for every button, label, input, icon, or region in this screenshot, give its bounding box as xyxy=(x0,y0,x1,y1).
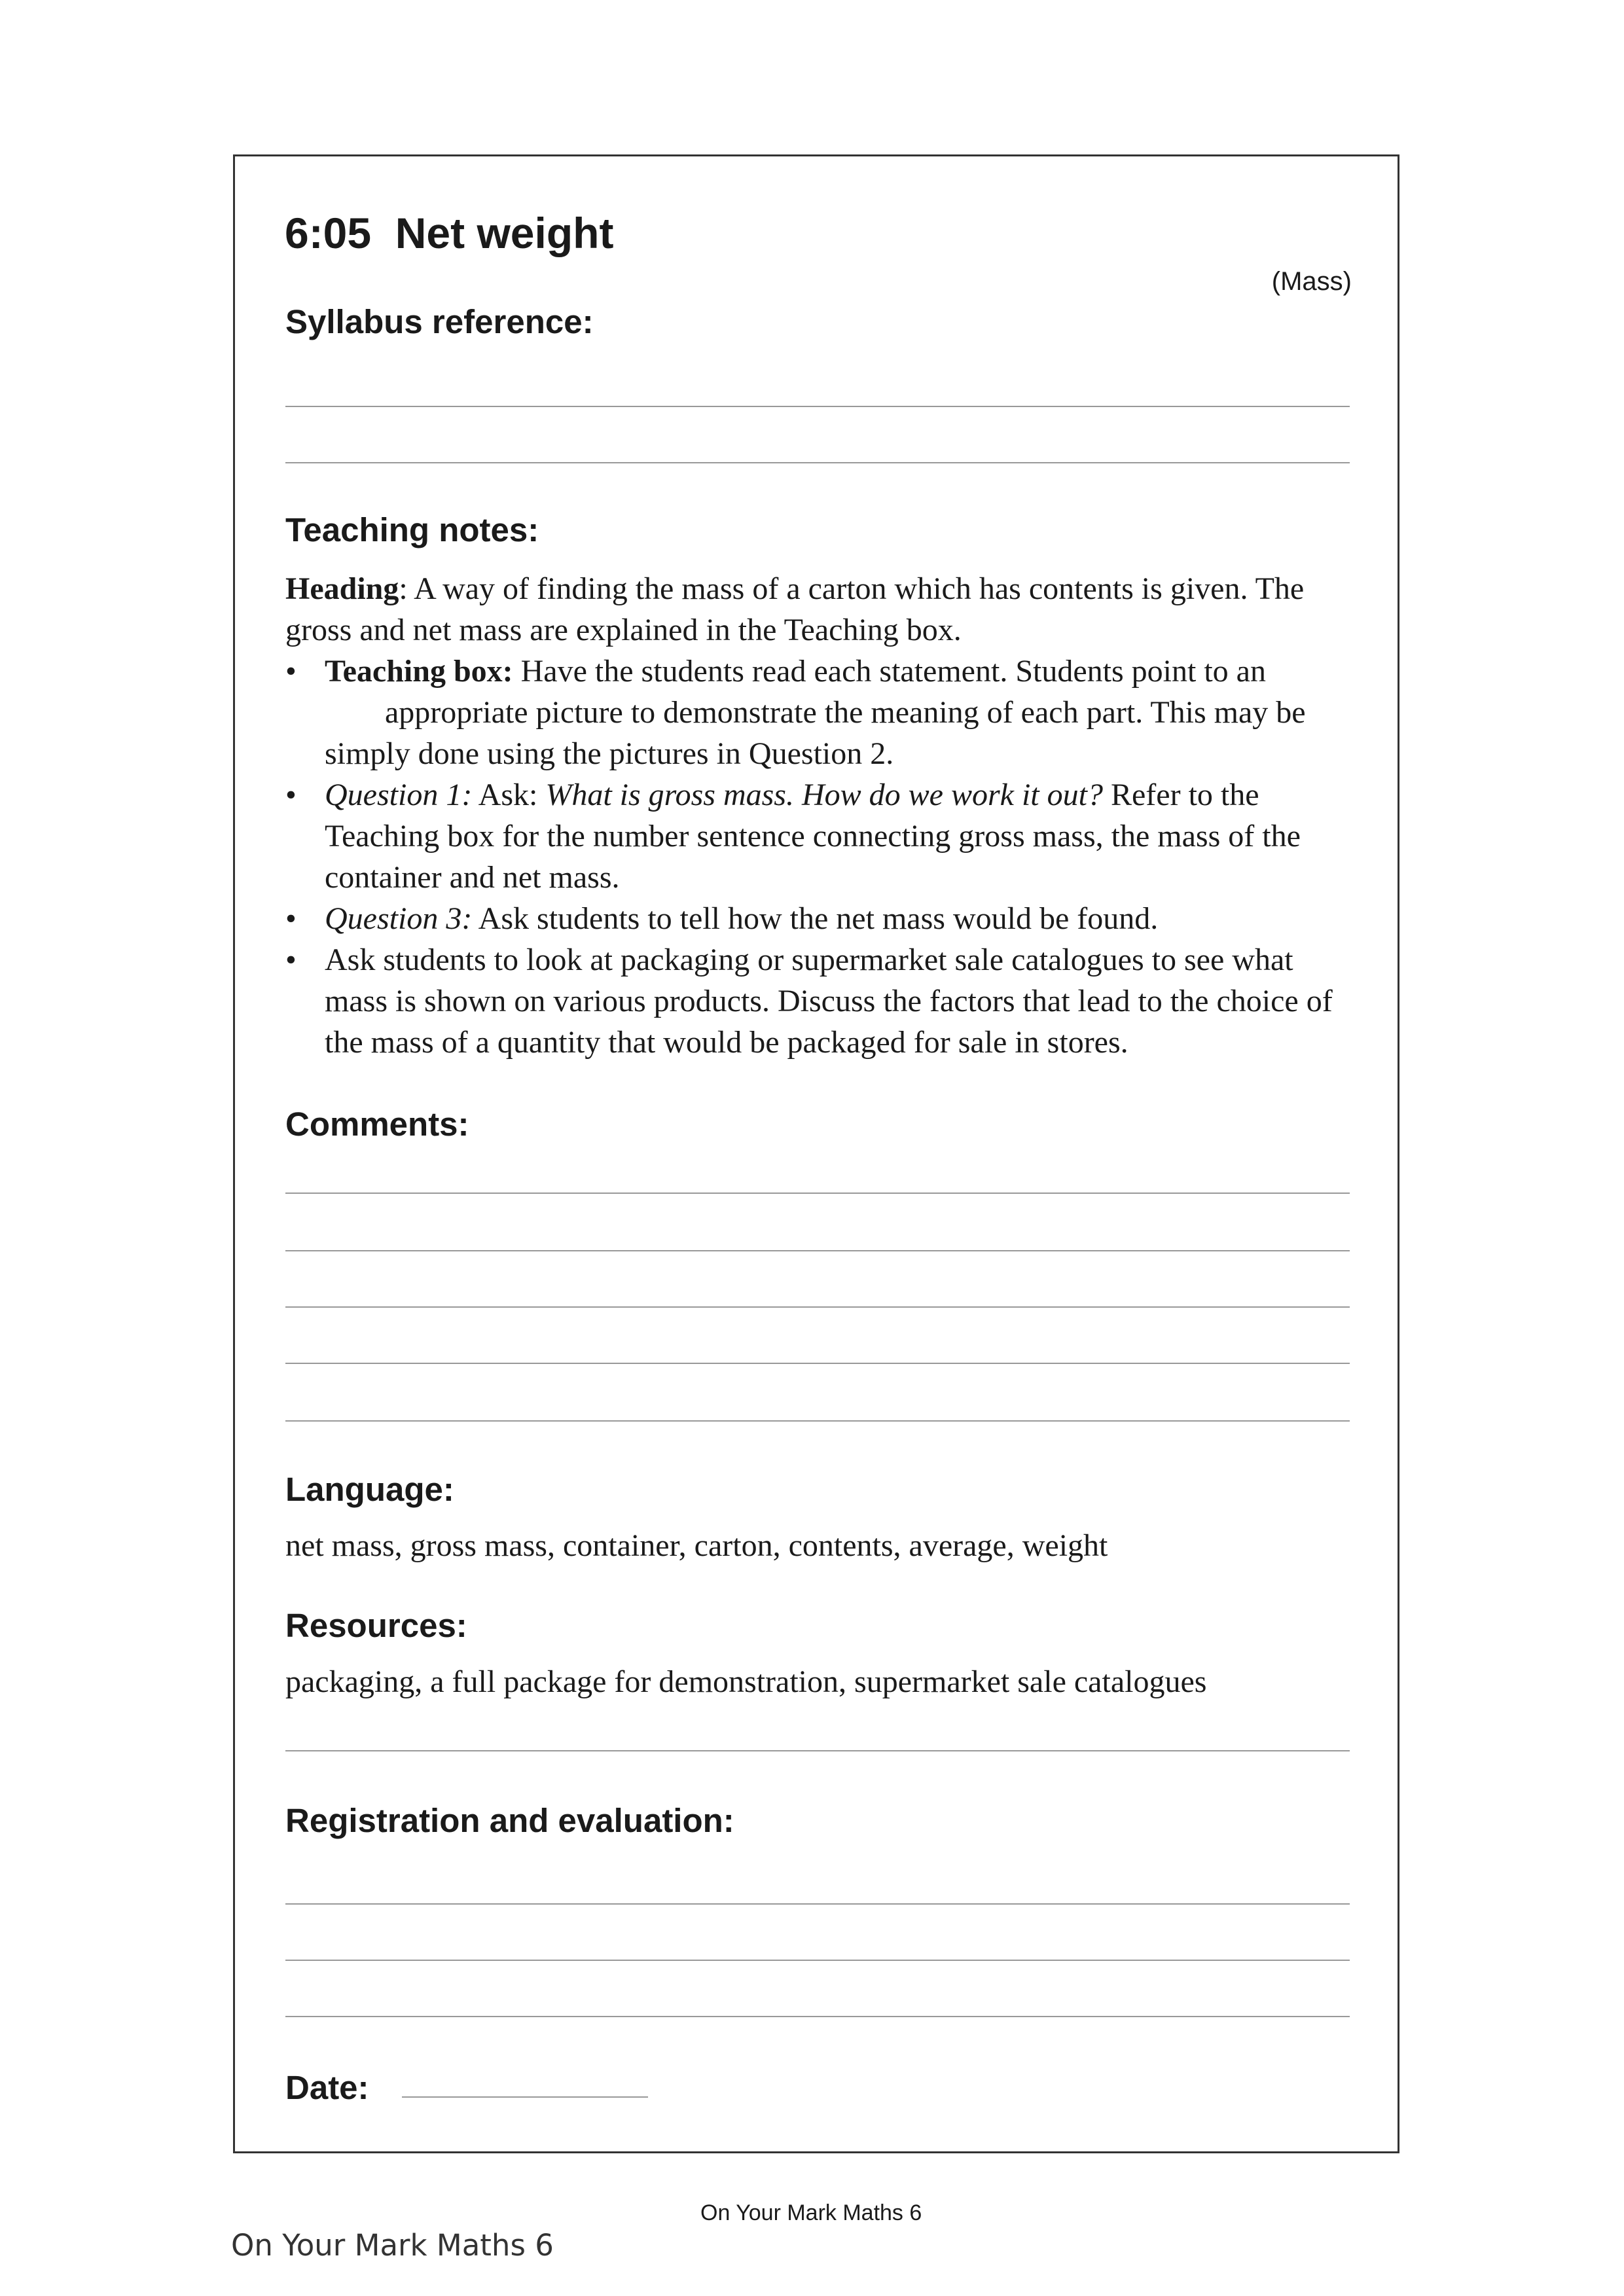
bullet-packaging xyxy=(285,939,1350,1063)
bullet-glyph: • xyxy=(285,654,297,689)
footer-center: On Your Mark Maths 6 xyxy=(700,2200,922,2225)
bullet-glyph: • xyxy=(285,778,297,812)
footer-left: On Your Mark Maths 6 xyxy=(231,2228,554,2263)
question-1-prompt: What is gross mass. How do we work it out? xyxy=(545,778,1103,812)
syllabus-heading: Syllabus reference: xyxy=(285,303,594,340)
heading-note xyxy=(285,568,1350,651)
syllabus-line-1 xyxy=(285,406,1350,407)
question-3-text: Ask students to tell how the net mass would be found. xyxy=(472,901,1159,936)
language-text: net mass, gross mass, container, carton, contents, average, weight xyxy=(285,1528,1108,1563)
question-1-text: Refer to the Teaching box for the number sentence connecting gross mass, the mass of the container and net mass. xyxy=(325,778,1301,895)
teaching-box-text-a: Have the students read each statement. Students point to an xyxy=(513,654,1266,689)
comments-line-4 xyxy=(285,1363,1350,1364)
topic-label: (Mass) xyxy=(1271,267,1352,296)
packaging-text: Ask students to look at packaging or supermarket sale catalogues to see what mass is shown on various products. Discuss the factors that lead to the choice of the mass of a quantity that would be packaged for sale in stores. xyxy=(325,942,1333,1060)
teaching-box-label: Teaching box: xyxy=(325,654,513,689)
comments-heading: Comments: xyxy=(285,1105,469,1143)
resources-text: packaging, a full package for demonstration, supermarket sale catalogues xyxy=(285,1664,1207,1699)
worksheet-frame xyxy=(233,154,1399,2153)
teaching-notes-heading: Teaching notes: xyxy=(285,511,539,548)
page-title: 6:05 Net weight xyxy=(285,209,614,257)
comments-line-2 xyxy=(285,1250,1350,1251)
date-field[interactable] xyxy=(402,2096,648,2098)
resources-heading: Resources: xyxy=(285,1607,467,1644)
comments-line-5 xyxy=(285,1420,1350,1422)
heading-note-text: : A way of finding the mass of a carton which has contents is given. The gross and net mass are explained in the Teaching box. xyxy=(285,571,1305,647)
registration-line-1 xyxy=(285,1903,1350,1905)
date-label: Date: xyxy=(285,2069,369,2106)
teaching-box-text-b: appropriate picture to demonstrate the meaning of each part. This may be xyxy=(385,695,1306,730)
registration-line-2 xyxy=(285,1960,1350,1961)
bullet-glyph: • xyxy=(285,901,297,936)
syllabus-line-2 xyxy=(285,462,1350,463)
bullet-glyph: • xyxy=(285,942,297,977)
heading-note-label: Heading xyxy=(285,571,399,606)
resources-line xyxy=(285,1750,1350,1751)
teaching-box-text-c: simply done using the pictures in Question 2. xyxy=(325,736,894,771)
language-heading: Language: xyxy=(285,1471,454,1508)
registration-line-3 xyxy=(285,2016,1350,2017)
bullet-question-1 xyxy=(285,774,1350,898)
question-1-label: Question 1: xyxy=(325,778,473,812)
comments-line-1 xyxy=(285,1193,1350,1194)
teaching-bullets xyxy=(285,651,1350,1063)
teaching-notes-body xyxy=(285,568,1350,1063)
comments-line-3 xyxy=(285,1306,1350,1308)
question-1-ask: Ask: xyxy=(472,778,546,812)
registration-heading: Registration and evaluation: xyxy=(285,1802,734,1839)
bullet-question-3 xyxy=(285,898,1350,939)
question-3-label: Question 3: xyxy=(325,901,473,936)
bullet-teaching-box xyxy=(285,651,1350,774)
